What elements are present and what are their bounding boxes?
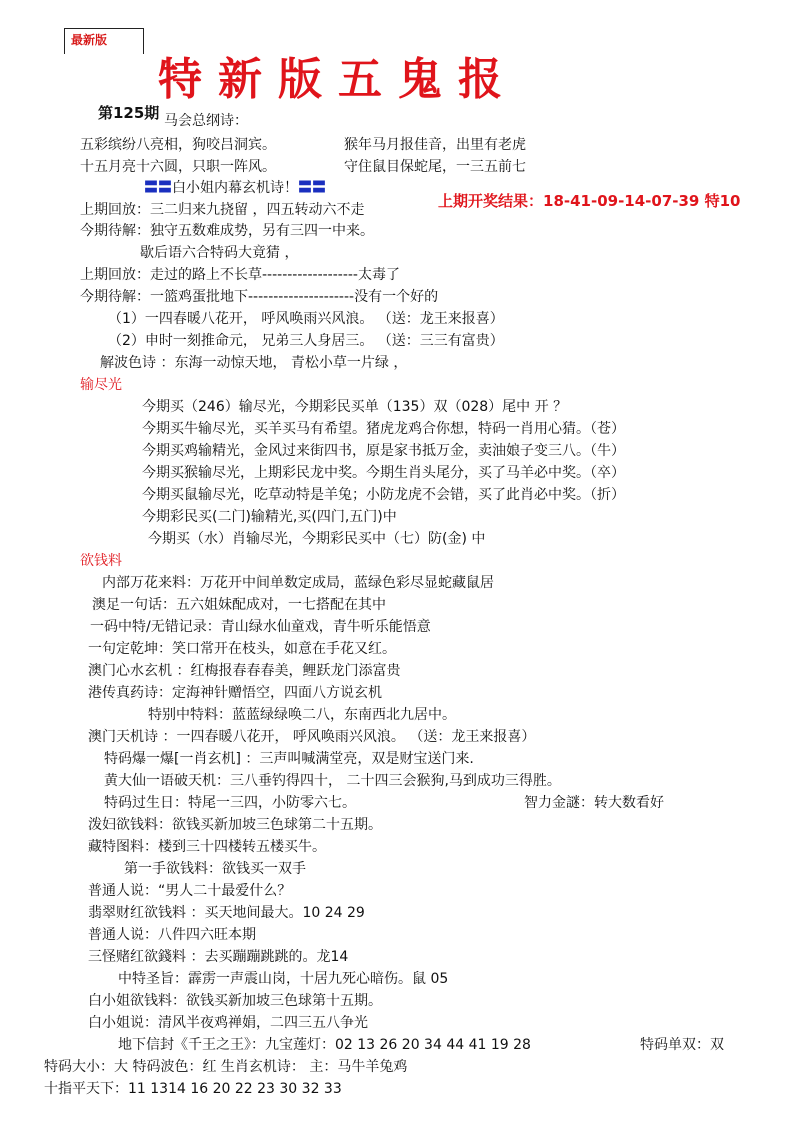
list-item: 白小姐说：清风半夜鸡禅娟，二四三五八争光 bbox=[88, 1015, 368, 1031]
list-item: 特码大小：大 特码波色：红 生肖玄机诗： 主：马牛羊兔鸡 bbox=[44, 1059, 408, 1075]
equal-mark-icon: 〓〓 bbox=[144, 180, 172, 196]
poem-label: 马会总纲诗： bbox=[164, 113, 248, 129]
text-line: 今期待解：独守五数难成势，另有三四一中来。 bbox=[80, 223, 374, 239]
section-heading-money: 欲钱料 bbox=[80, 553, 122, 569]
equal-mark-icon: 〓〓 bbox=[298, 180, 326, 196]
list-item: 智力金謎：转大数看好 bbox=[524, 795, 664, 811]
list-item: 地下信封《千王之王》：九宝莲灯：02 13 26 20 34 44 41 19 28 bbox=[118, 1037, 531, 1053]
list-item: 翡翠财红欲钱料 ：买天地间最大。10 24 29 bbox=[88, 905, 365, 921]
poem-line-2b: 守住鼠目保蛇尾，一三五前七 bbox=[344, 159, 526, 175]
text-line: 上期回放：三二归来九挠留 ，四五转动六不走 bbox=[80, 202, 365, 218]
issue-number: 第125期 bbox=[98, 104, 160, 122]
list-item: 今期买鼠输尽光，吃草动特是羊兔；小防龙虎不会错，买了此肖必中奖。（折） bbox=[142, 487, 625, 503]
list-item: 十指平天下：11 1314 16 20 22 23 30 32 33 bbox=[44, 1081, 342, 1097]
list-item: 今期买猴输尽光，上期彩民龙中奖。今期生肖头尾分，买了马羊必中奖。（卒） bbox=[142, 465, 625, 481]
text-line: （1）一四春暖八花开， 呼风唤雨兴风浪。 （送：龙王来报喜） bbox=[108, 311, 504, 327]
list-item: 内部万花来料：万花开中间单数定成局，蓝绿色彩尽显蛇藏鼠居 bbox=[102, 575, 494, 591]
list-item: 澳门天机诗 ：一四春暖八花开， 呼风唤雨兴风浪。 （送：龙王来报喜） bbox=[88, 729, 536, 745]
list-item: 普通人说：八件四六旺本期 bbox=[88, 927, 256, 943]
poem-line-1a: 五彩缤纷八亮相，狗咬吕洞宾。 bbox=[80, 137, 276, 153]
list-item: 今期买（246）输尽光，今期彩民买单（135）双（028）尾中 开 ？ bbox=[142, 399, 568, 415]
sister-title: 白小姐内幕玄机诗！ bbox=[172, 180, 298, 196]
text-line: 今期待解：一篮鸡蛋批地下---------------------没有一个好的 bbox=[80, 289, 439, 305]
list-item: 黄大仙一语破天机：三八垂钓得四十， 二十四三会猴狗,马到成功三得胜。 bbox=[104, 773, 561, 789]
list-item: 今期买鸡输精光，金风过来街四书，原是家书抵万金，卖油娘子变三八。（牛） bbox=[142, 443, 625, 459]
list-item: 一码中特/无错记录：青山绿水仙童戏，青牛听乐能悟意 bbox=[90, 619, 431, 635]
list-item: 特码单双：双 bbox=[640, 1037, 724, 1053]
text-line: 歇后语六合特码大竟猜 ， bbox=[140, 245, 299, 261]
poem-line-1b: 猴年马月报佳音，出里有老虎 bbox=[344, 137, 526, 153]
list-item: 普通人说：“男人二十最爱什么？ bbox=[88, 883, 292, 899]
list-item: 今期买（水）肖输尽光，今期彩民买中（七）防(金) 中 bbox=[148, 531, 486, 547]
list-item: 特码过生日：特尾一三四，小防零六七。 bbox=[104, 795, 356, 811]
poem-line-2a: 十五月亮十六圆，只职一阵风。 bbox=[80, 159, 276, 175]
list-item: 藏特图料：楼到三十四楼转五楼买牛。 bbox=[88, 839, 326, 855]
list-item: 今期买牛输尽光，买羊买马有希望。猪虎龙鸡合你想，特码一肖用心猜。（苍） bbox=[142, 421, 625, 437]
list-item: 澳足一句话：五六姐妹配成对，一七搭配在其中 bbox=[92, 597, 386, 613]
list-item: 中特圣旨：霹雳一声震山岗，十居九死心暗伤。鼠 05 bbox=[118, 971, 449, 987]
text-line: 解波色诗 ：东海一动惊天地， 青松小草一片绿 ， bbox=[100, 355, 408, 371]
list-item: 一句定乾坤：笑口常开在枝头，如意在手花又红。 bbox=[88, 641, 396, 657]
sister-title-line bbox=[144, 179, 326, 197]
section-heading-lose: 输尽光 bbox=[80, 377, 122, 393]
list-item: 特别中特料：蓝蓝绿绿唤二八，东南西北九居中。 bbox=[148, 707, 456, 723]
text-line: 上期回放：走过的路上不长草-------------------太毒了 bbox=[80, 267, 400, 283]
list-item: 三怪赌红欲錢料 ：去买蹦蹦跳跳的。龙14 bbox=[88, 949, 349, 965]
list-item: 澳门心水玄机 ：红梅报春春春美，鲤跃龙门添富贵 bbox=[88, 663, 401, 679]
page-title: 特新版五鬼报 bbox=[158, 54, 518, 105]
list-item: 白小姐欲钱料：欲钱买新加坡三色球第十五期。 bbox=[88, 993, 382, 1009]
last-draw-result: 上期开奖结果：18-41-09-14-07-39 特10 bbox=[438, 192, 741, 210]
latest-edition-badge: 最新版 bbox=[64, 28, 144, 54]
list-item: 泼妇欲钱料：欲钱买新加坡三色球第二十五期。 bbox=[88, 817, 382, 833]
list-item: 特码爆一爆[一肖玄机] ：三声叫喊满堂亮，双是财宝送门来. bbox=[104, 751, 474, 767]
list-item: 港传真药诗：定海神针赠悟空，四面八方说玄机 bbox=[88, 685, 382, 701]
list-item: 第一手欲钱料：欲钱买一双手 bbox=[124, 861, 306, 877]
text-line: （2）申时一刻推命元， 兄弟三人身居三。 （送：三三有富贵） bbox=[108, 333, 504, 349]
list-item: 今期彩民买(二门)输精光,买(四门,五门)中 bbox=[142, 509, 397, 525]
